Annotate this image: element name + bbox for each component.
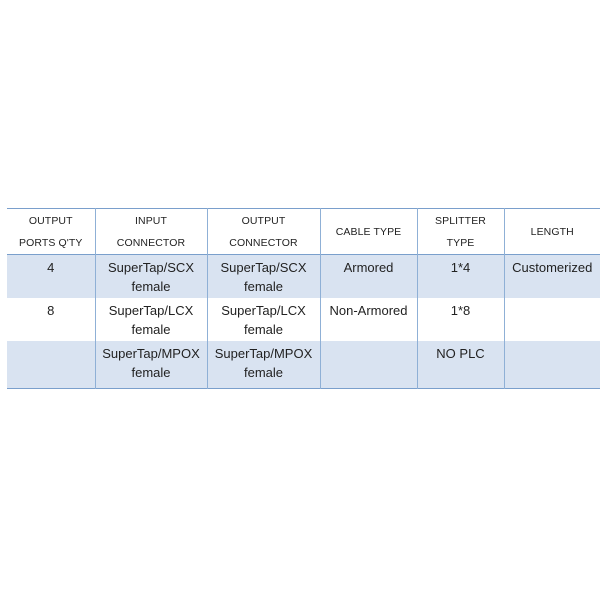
cell-text: 8	[47, 302, 55, 318]
cell-text: NO PLC	[436, 345, 485, 361]
cell-output-connector	[207, 298, 320, 341]
cell-output-connector	[207, 255, 320, 298]
cell-output-ports-qty	[7, 341, 95, 389]
cell-output-ports-qty	[7, 255, 95, 298]
cell-output-connector	[207, 341, 320, 389]
table-body	[7, 255, 600, 389]
cell-text: Armored	[343, 260, 394, 275]
header-text: INPUT	[135, 214, 167, 227]
header-cable-type	[320, 209, 417, 255]
cell-text: 1*8	[450, 302, 471, 318]
table-row	[7, 255, 600, 298]
header-text: PORTS Q'TY	[19, 236, 83, 249]
cell-text: female	[131, 321, 171, 337]
cell-length	[504, 298, 600, 341]
cell-cable-type	[320, 298, 417, 341]
cell-text: SuperTap/LCX	[221, 302, 306, 318]
header-output-ports-qty	[7, 209, 95, 255]
header-splitter-type	[417, 209, 504, 255]
cell-text: SuperTap/SCX	[108, 260, 194, 275]
cell-text: female	[243, 279, 284, 294]
header-text: CABLE TYPE	[335, 225, 402, 238]
cell-output-ports-qty	[7, 298, 95, 341]
cell-text: SuperTap/MPOX	[102, 345, 200, 361]
header-output-connector	[207, 209, 320, 255]
cell-text: 4	[47, 260, 55, 275]
header-row	[7, 209, 600, 255]
cell-splitter-type	[417, 255, 504, 298]
cell-input-connector	[95, 298, 207, 341]
cell-text: female	[131, 279, 171, 294]
cell-input-connector	[95, 255, 207, 298]
table-row	[7, 298, 600, 341]
cell-text: female	[243, 321, 284, 337]
cell-splitter-type	[417, 341, 504, 389]
cell-length	[504, 341, 600, 389]
cell-cable-type	[320, 255, 417, 298]
header-text: LENGTH	[530, 225, 574, 238]
table-header	[7, 209, 600, 255]
header-text: OUTPUT	[241, 214, 286, 227]
cell-text: Customerized	[512, 260, 593, 275]
cell-text: female	[243, 364, 284, 380]
header-text: OUTPUT	[28, 214, 73, 227]
table-row	[7, 341, 600, 389]
cell-text: female	[131, 364, 171, 380]
header-length	[504, 209, 600, 255]
cell-splitter-type	[417, 298, 504, 341]
cell-length	[504, 255, 600, 298]
cell-input-connector	[95, 341, 207, 389]
cell-text: SuperTap/MPOX	[214, 345, 313, 361]
cell-text: 1*4	[450, 260, 471, 275]
cell-cable-type	[320, 341, 417, 389]
header-input-connector	[95, 209, 207, 255]
cell-text: SuperTap/SCX	[220, 260, 307, 275]
header-text: CONNECTOR	[116, 236, 186, 249]
spec-table	[7, 208, 600, 389]
header-text: CONNECTOR	[229, 236, 298, 249]
header-text: SPLITTER	[435, 214, 486, 227]
header-text: TYPE	[446, 236, 475, 249]
cell-text: Non-Armored	[329, 302, 408, 318]
cell-text: SuperTap/LCX	[108, 302, 194, 318]
